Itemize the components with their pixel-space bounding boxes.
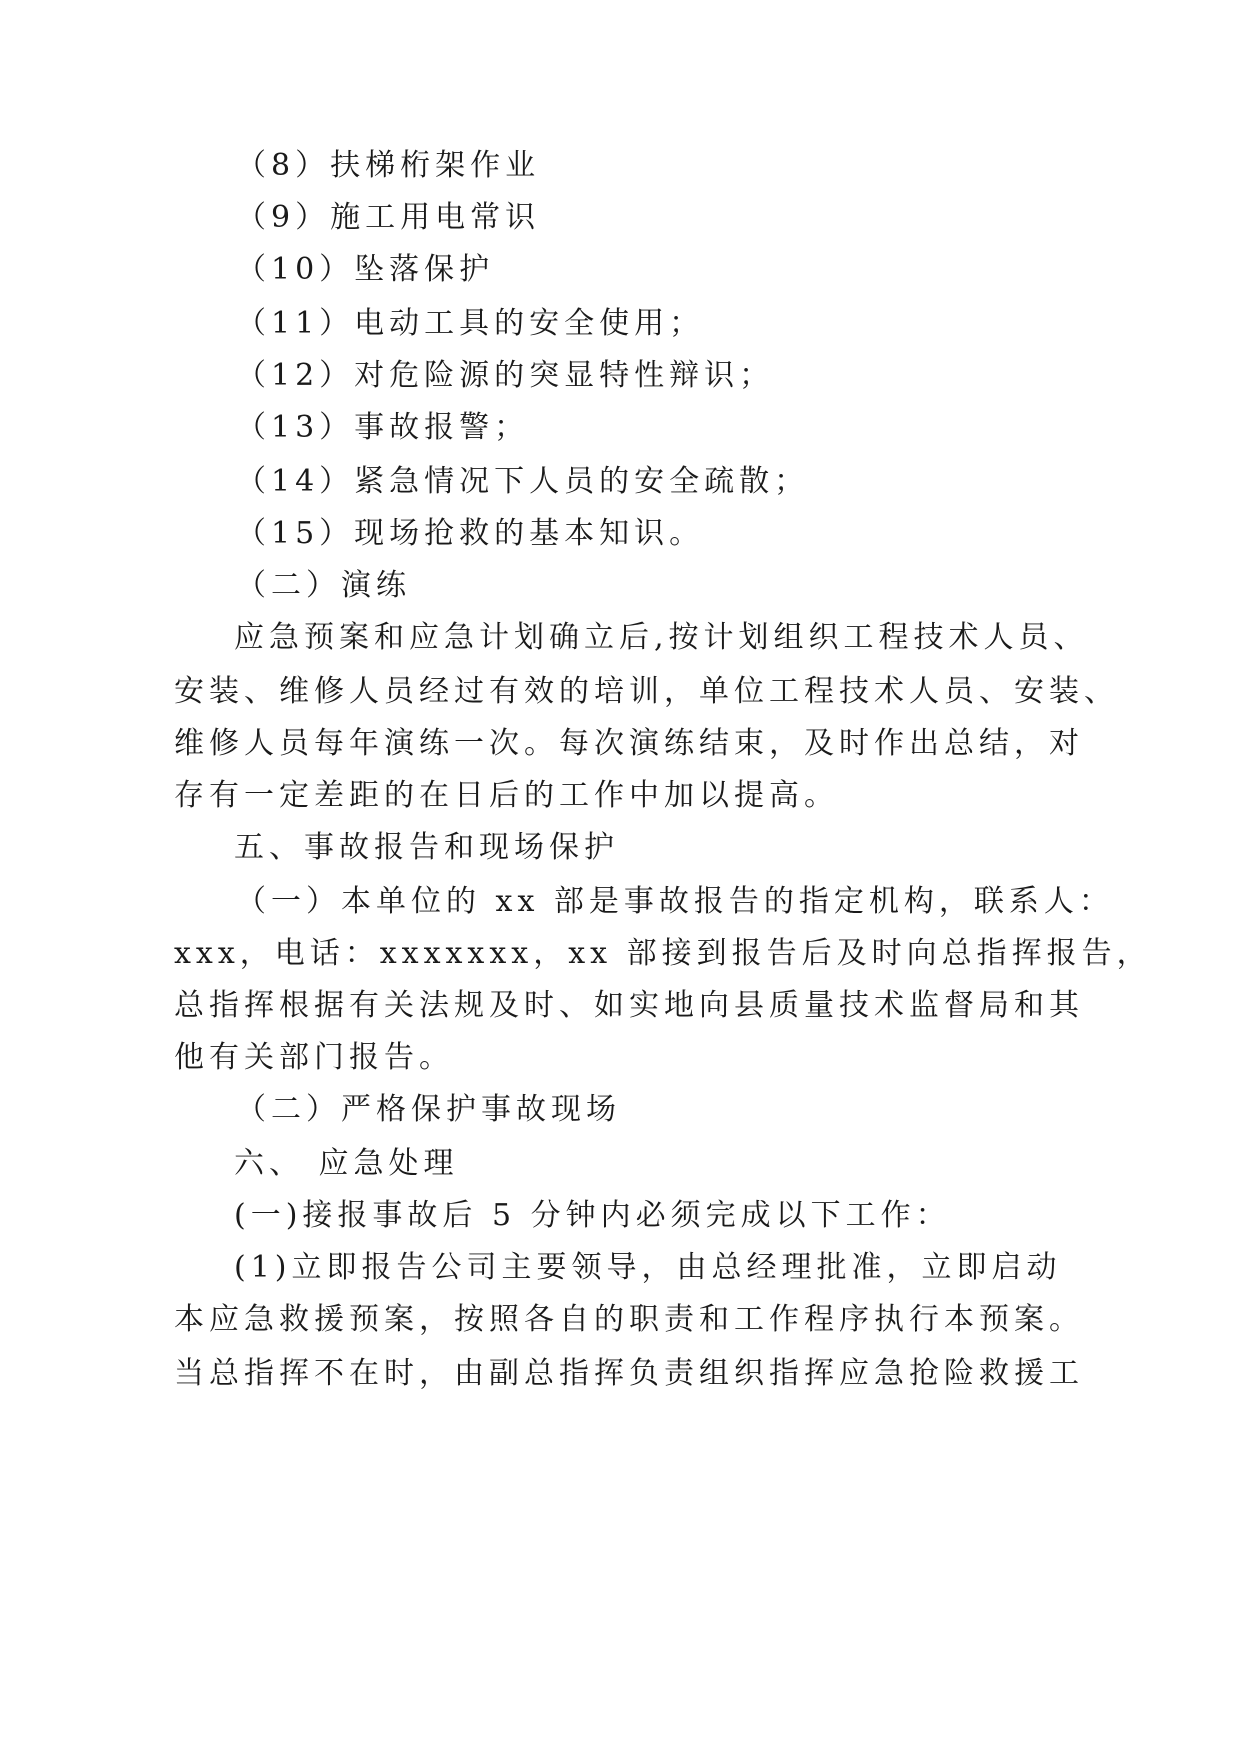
paragraph-line: （一）本单位的 xx 部是事故报告的指定机构，联系人： — [236, 884, 1114, 919]
text-line: （12）对危险源的突显特性辩识； — [236, 358, 775, 393]
paragraph-line: xxx，电话：xxxxxxx，xx 部接到报告后及时向总指挥报告， — [174, 936, 1152, 971]
text-line: （13）事故报警； — [236, 410, 530, 445]
paragraph-line: 安装、维修人员经过有效的培训，单位工程技术人员、安装、 — [174, 674, 1119, 709]
text-line: （10）坠落保护 — [236, 252, 495, 287]
text-line: （14）紧急情况下人员的安全疏散； — [236, 464, 810, 499]
paragraph-line: (1)立即报告公司主要领导，由总经理批准，立即启动 — [234, 1250, 1062, 1285]
paragraph-line: 维修人员每年演练一次。每次演练结束，及时作出总结，对 — [174, 726, 1084, 761]
section-heading: 六、 应急处理 — [234, 1146, 459, 1181]
section-heading: 五、事故报告和现场保护 — [234, 830, 619, 865]
text-line: （11）电动工具的安全使用； — [236, 306, 705, 341]
section-heading: （二）严格保护事故现场 — [236, 1092, 621, 1127]
text-line: （8）扶梯桁架作业 — [236, 148, 541, 183]
text-line: （15）现场抢救的基本知识。 — [236, 516, 705, 551]
paragraph-line: 存有一定差距的在日后的工作中加以提高。 — [174, 778, 839, 813]
paragraph-line: 总指挥根据有关法规及时、如实地向县质量技术监督局和其 — [174, 988, 1084, 1023]
text-line: （9）施工用电常识 — [236, 200, 541, 235]
paragraph-line: 他有关部门报告。 — [174, 1040, 454, 1075]
paragraph-line: 本应急救援预案，按照各自的职责和工作程序执行本预案。 — [174, 1302, 1084, 1337]
paragraph-line: 当总指挥不在时，由副总指挥负责组织指挥应急抢险救援工 — [174, 1356, 1084, 1391]
paragraph-line: (一)接报事故后 5 分钟内必须完成以下工作： — [234, 1198, 951, 1233]
section-heading: （二）演练 — [236, 568, 411, 603]
paragraph-line: 应急预案和应急计划确立后,按计划组织工程技术人员、 — [234, 620, 1089, 655]
